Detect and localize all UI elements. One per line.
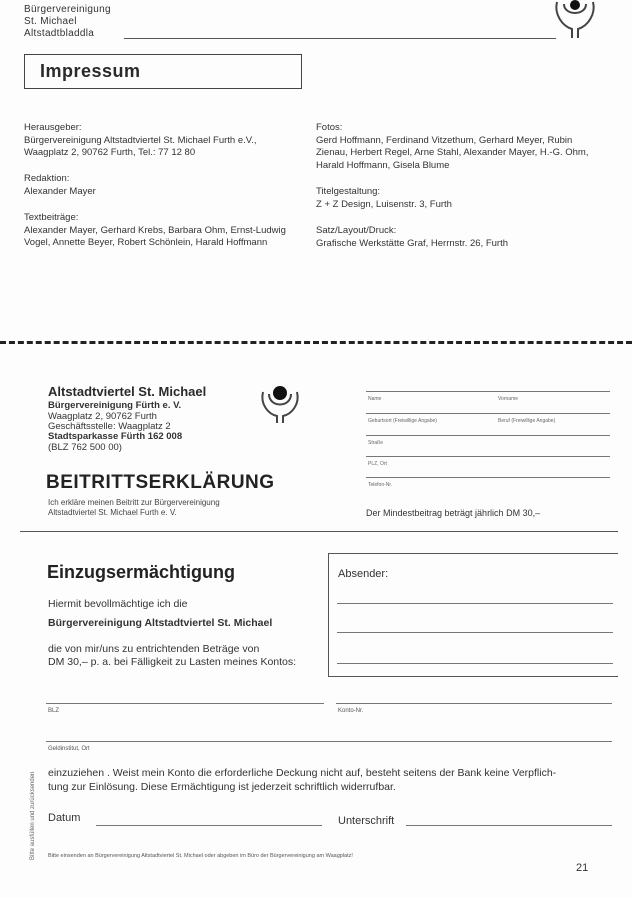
einzug-line-1: Hiermit bevollmächtige ich die bbox=[48, 598, 188, 610]
geldinstitut-field[interactable] bbox=[46, 741, 612, 742]
mindestbeitrag: Der Mindestbeitrag beträgt jährlich DM 30,– bbox=[366, 508, 541, 518]
einzug-para-2: tung zur Einlösung. Diese Ermächtigung ist jederzeit schriftlich widerrufbar. bbox=[48, 781, 396, 793]
redaktion-text: Alexander Mayer bbox=[24, 185, 96, 197]
field-geburtsort-label: Geburtsort (Freiwillige Angabe) bbox=[368, 418, 437, 424]
unterschrift-field[interactable] bbox=[406, 825, 612, 826]
einzug-line-4: DM 30,– p. a. bei Fälligkeit zu Lasten meines Kontos: bbox=[48, 656, 297, 668]
org-sub: Bürgervereinigung Fürth e. V. bbox=[48, 400, 182, 411]
fotos-text: Gerd Hoffmann, Ferdinand Vitzethum, Gerhard Meyer, Rubin Zienau, Herbert Regel, Arne Stahl, Alexander Mayer, H.-G. Ohm, Harald Hoffmann, Gisela Blume bbox=[316, 134, 589, 171]
org-address: Waagplatz 2, 90762 Furth bbox=[48, 411, 157, 422]
impressum-redaktion bbox=[24, 173, 300, 198]
impressum-satz bbox=[316, 225, 596, 250]
section-rule bbox=[20, 531, 618, 532]
impressum-title-box bbox=[24, 54, 302, 89]
beitritt-line-2: Altstadtviertel St. Michael Furth e. V. bbox=[48, 508, 177, 517]
header-rule bbox=[124, 38, 556, 39]
absender-line-3[interactable] bbox=[337, 663, 613, 664]
blz-field[interactable] bbox=[46, 703, 324, 704]
header-line-3: Altstadtbladdla bbox=[24, 28, 95, 39]
org-office: Geschäftsstelle: Waagplatz 2 bbox=[48, 421, 171, 432]
org-blz: (BLZ 762 500 00) bbox=[48, 442, 122, 453]
konto-label: Konto-Nr. bbox=[338, 708, 364, 714]
beitritt-title: BEITRITTSERKLÄRUNG bbox=[46, 472, 275, 493]
field-telefon-label: Telefon-Nr. bbox=[368, 482, 393, 488]
field-strasse-label: Straße bbox=[368, 440, 384, 446]
einzug-line-3: die von mir/uns zu entrichtenden Beträge von bbox=[48, 643, 260, 655]
titel-text: Z + Z Design, Luisenstr. 3, Furth bbox=[316, 198, 452, 210]
header-line-1: Bürgervereinigung bbox=[24, 4, 111, 15]
einzug-title: Einzugsermächtigung bbox=[47, 562, 236, 582]
logo-icon bbox=[552, 0, 598, 40]
textbeitraege-text: Alexander Mayer, Gerhard Krebs, Barbara Ohm, Ernst-Ludwig Vogel, Annette Beyer, Robert Schönlein, Harald Hoffmann bbox=[24, 224, 286, 248]
absender-box[interactable] bbox=[328, 553, 618, 677]
header-line-2: St. Michael bbox=[24, 16, 77, 27]
cut-line bbox=[0, 341, 632, 344]
blz-label: BLZ bbox=[48, 708, 60, 714]
page-number: 21 bbox=[576, 862, 589, 874]
org-bank: Stadtsparkasse Fürth 162 008 bbox=[48, 431, 183, 442]
impressum-herausgeber bbox=[24, 122, 300, 160]
geldinstitut-label: Geldinstitut, Ort bbox=[48, 746, 90, 752]
herausgeber-label: Herausgeber: bbox=[24, 122, 82, 133]
datum-field[interactable] bbox=[96, 825, 322, 826]
footer-note: Bitte einsenden an Bürgervereinigung Altstadtviertel St. Michael oder abgeben im Büro der Bürgervereinigung am Waagplatz! bbox=[48, 853, 353, 859]
einzug-line-2: Bürgervereinigung Altstadtviertel St. Michael bbox=[48, 617, 273, 629]
satz-text: Grafische Werkstätte Graf, Herrnstr. 26, Furth bbox=[316, 237, 508, 249]
datum-label: Datum bbox=[48, 812, 81, 824]
field-beruf-label: Beruf (Freiwillige Angabe) bbox=[498, 418, 556, 424]
org-name: Altstadtviertel St. Michael bbox=[48, 384, 207, 399]
org-logo-icon bbox=[258, 384, 302, 424]
side-note: Bitte ausfüllen und zurücksenden bbox=[30, 771, 36, 860]
redaktion-label: Redaktion: bbox=[24, 173, 70, 184]
field-name-label: Name bbox=[368, 396, 382, 402]
unterschrift-label: Unterschrift bbox=[338, 815, 395, 827]
herausgeber-text: Bürgervereinigung Altstadtviertel St. Michael Furth e.V., Waagplatz 2, 90762 Furth, Tel.: 77 12 80 bbox=[24, 134, 257, 158]
impressum-textbeitraege bbox=[24, 212, 300, 250]
absender-line-1[interactable] bbox=[337, 603, 613, 604]
titel-label: Titelgestaltung: bbox=[316, 186, 381, 197]
impressum-titelgestaltung bbox=[316, 186, 596, 211]
absender-label: Absender: bbox=[338, 568, 389, 580]
field-plz-label: PLZ, Ort bbox=[368, 461, 387, 467]
fotos-label: Fotos: bbox=[316, 122, 343, 133]
satz-label: Satz/Layout/Druck: bbox=[316, 225, 397, 236]
impressum-fotos bbox=[316, 122, 596, 172]
absender-line-2[interactable] bbox=[337, 632, 613, 633]
textbeitraege-label: Textbeiträge: bbox=[24, 212, 79, 223]
beitritt-line-1: Ich erkläre meinen Beitritt zur Bürgervereinigung bbox=[48, 498, 220, 507]
impressum-title: Impressum bbox=[40, 61, 141, 81]
field-vorname-label: Vorname bbox=[498, 396, 519, 402]
konto-field[interactable] bbox=[336, 703, 612, 704]
einzug-para-1: einzuziehen . Weist mein Konto die erforderliche Deckung nicht auf, besteht seitens der Bank keine Verpflich- bbox=[48, 767, 557, 779]
